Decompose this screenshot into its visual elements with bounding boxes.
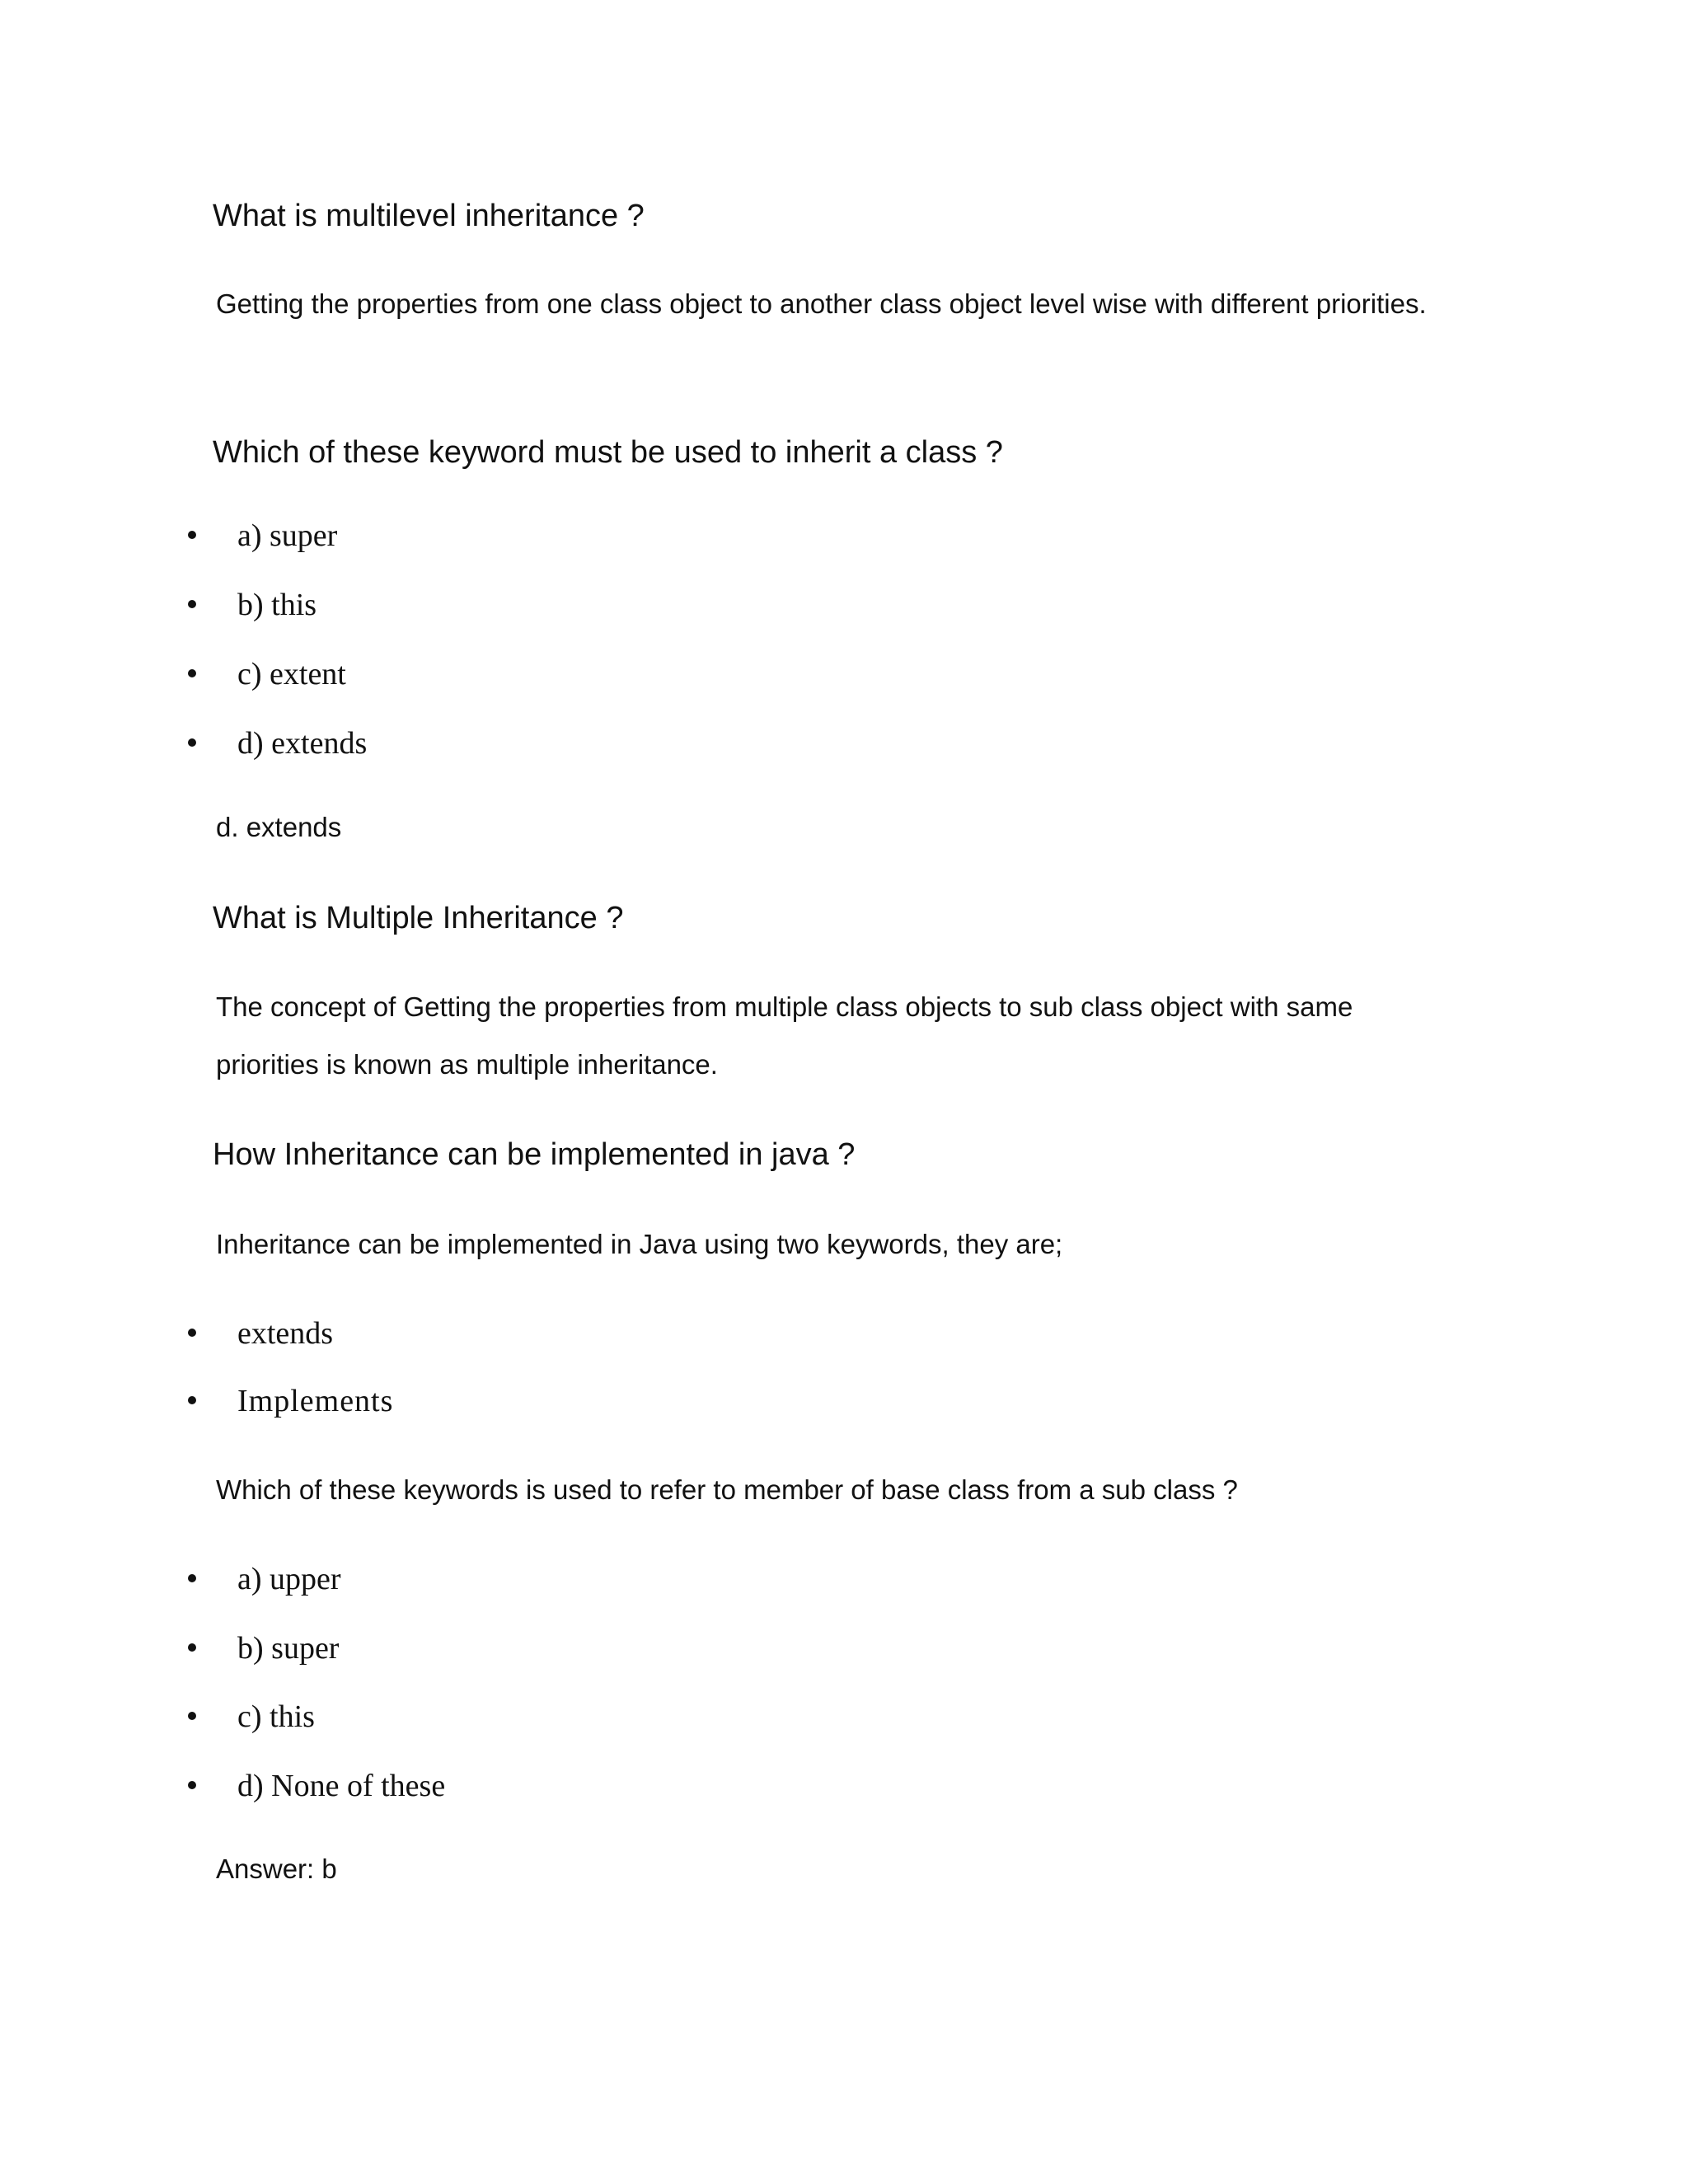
option-text: d) None of these (237, 1769, 446, 1803)
bullet-icon (188, 738, 196, 747)
answer-paragraph: The concept of Getting the properties from multiple class objects to sub class object with same priorities is known as multiple inheritance. (216, 991, 1353, 1080)
option-text: extends (237, 1316, 334, 1351)
question-heading: What is multilevel inheritance ? (213, 199, 645, 233)
bullet-icon (188, 600, 196, 608)
answer-paragraph: Getting the properties from one class object to another class object level wise with different priorities. (216, 288, 1427, 319)
answer-line: Answer: b (216, 1854, 337, 1884)
bullet-icon (188, 531, 196, 539)
option-text: Implements (237, 1384, 394, 1418)
option-text: a) super (237, 518, 338, 553)
bullet-icon (188, 1574, 196, 1582)
bullet-icon (188, 1329, 196, 1337)
option-text: c) extent (237, 657, 346, 691)
bullet-icon (188, 1396, 196, 1404)
bullet-icon (188, 1712, 196, 1720)
question-heading: How Inheritance can be implemented in java ? (213, 1137, 856, 1172)
question-heading: Which of these keywords is used to refer to member of base class from a sub class ? (216, 1474, 1238, 1505)
answer-line: d. extends (216, 812, 342, 842)
option-text: a) upper (237, 1562, 341, 1596)
question-heading: What is Multiple Inheritance ? (213, 901, 624, 935)
option-text: b) this (237, 588, 317, 622)
question-heading: Which of these keyword must be used to inherit a class ? (213, 435, 1003, 470)
bullet-icon (188, 1643, 196, 1652)
bullet-icon (188, 1781, 196, 1789)
option-text: b) super (237, 1631, 340, 1666)
bullet-icon (188, 669, 196, 677)
option-text: d) extends (237, 726, 368, 761)
intro-line: Inheritance can be implemented in Java using two keywords, they are; (216, 1229, 1063, 1259)
option-text: c) this (237, 1699, 315, 1734)
